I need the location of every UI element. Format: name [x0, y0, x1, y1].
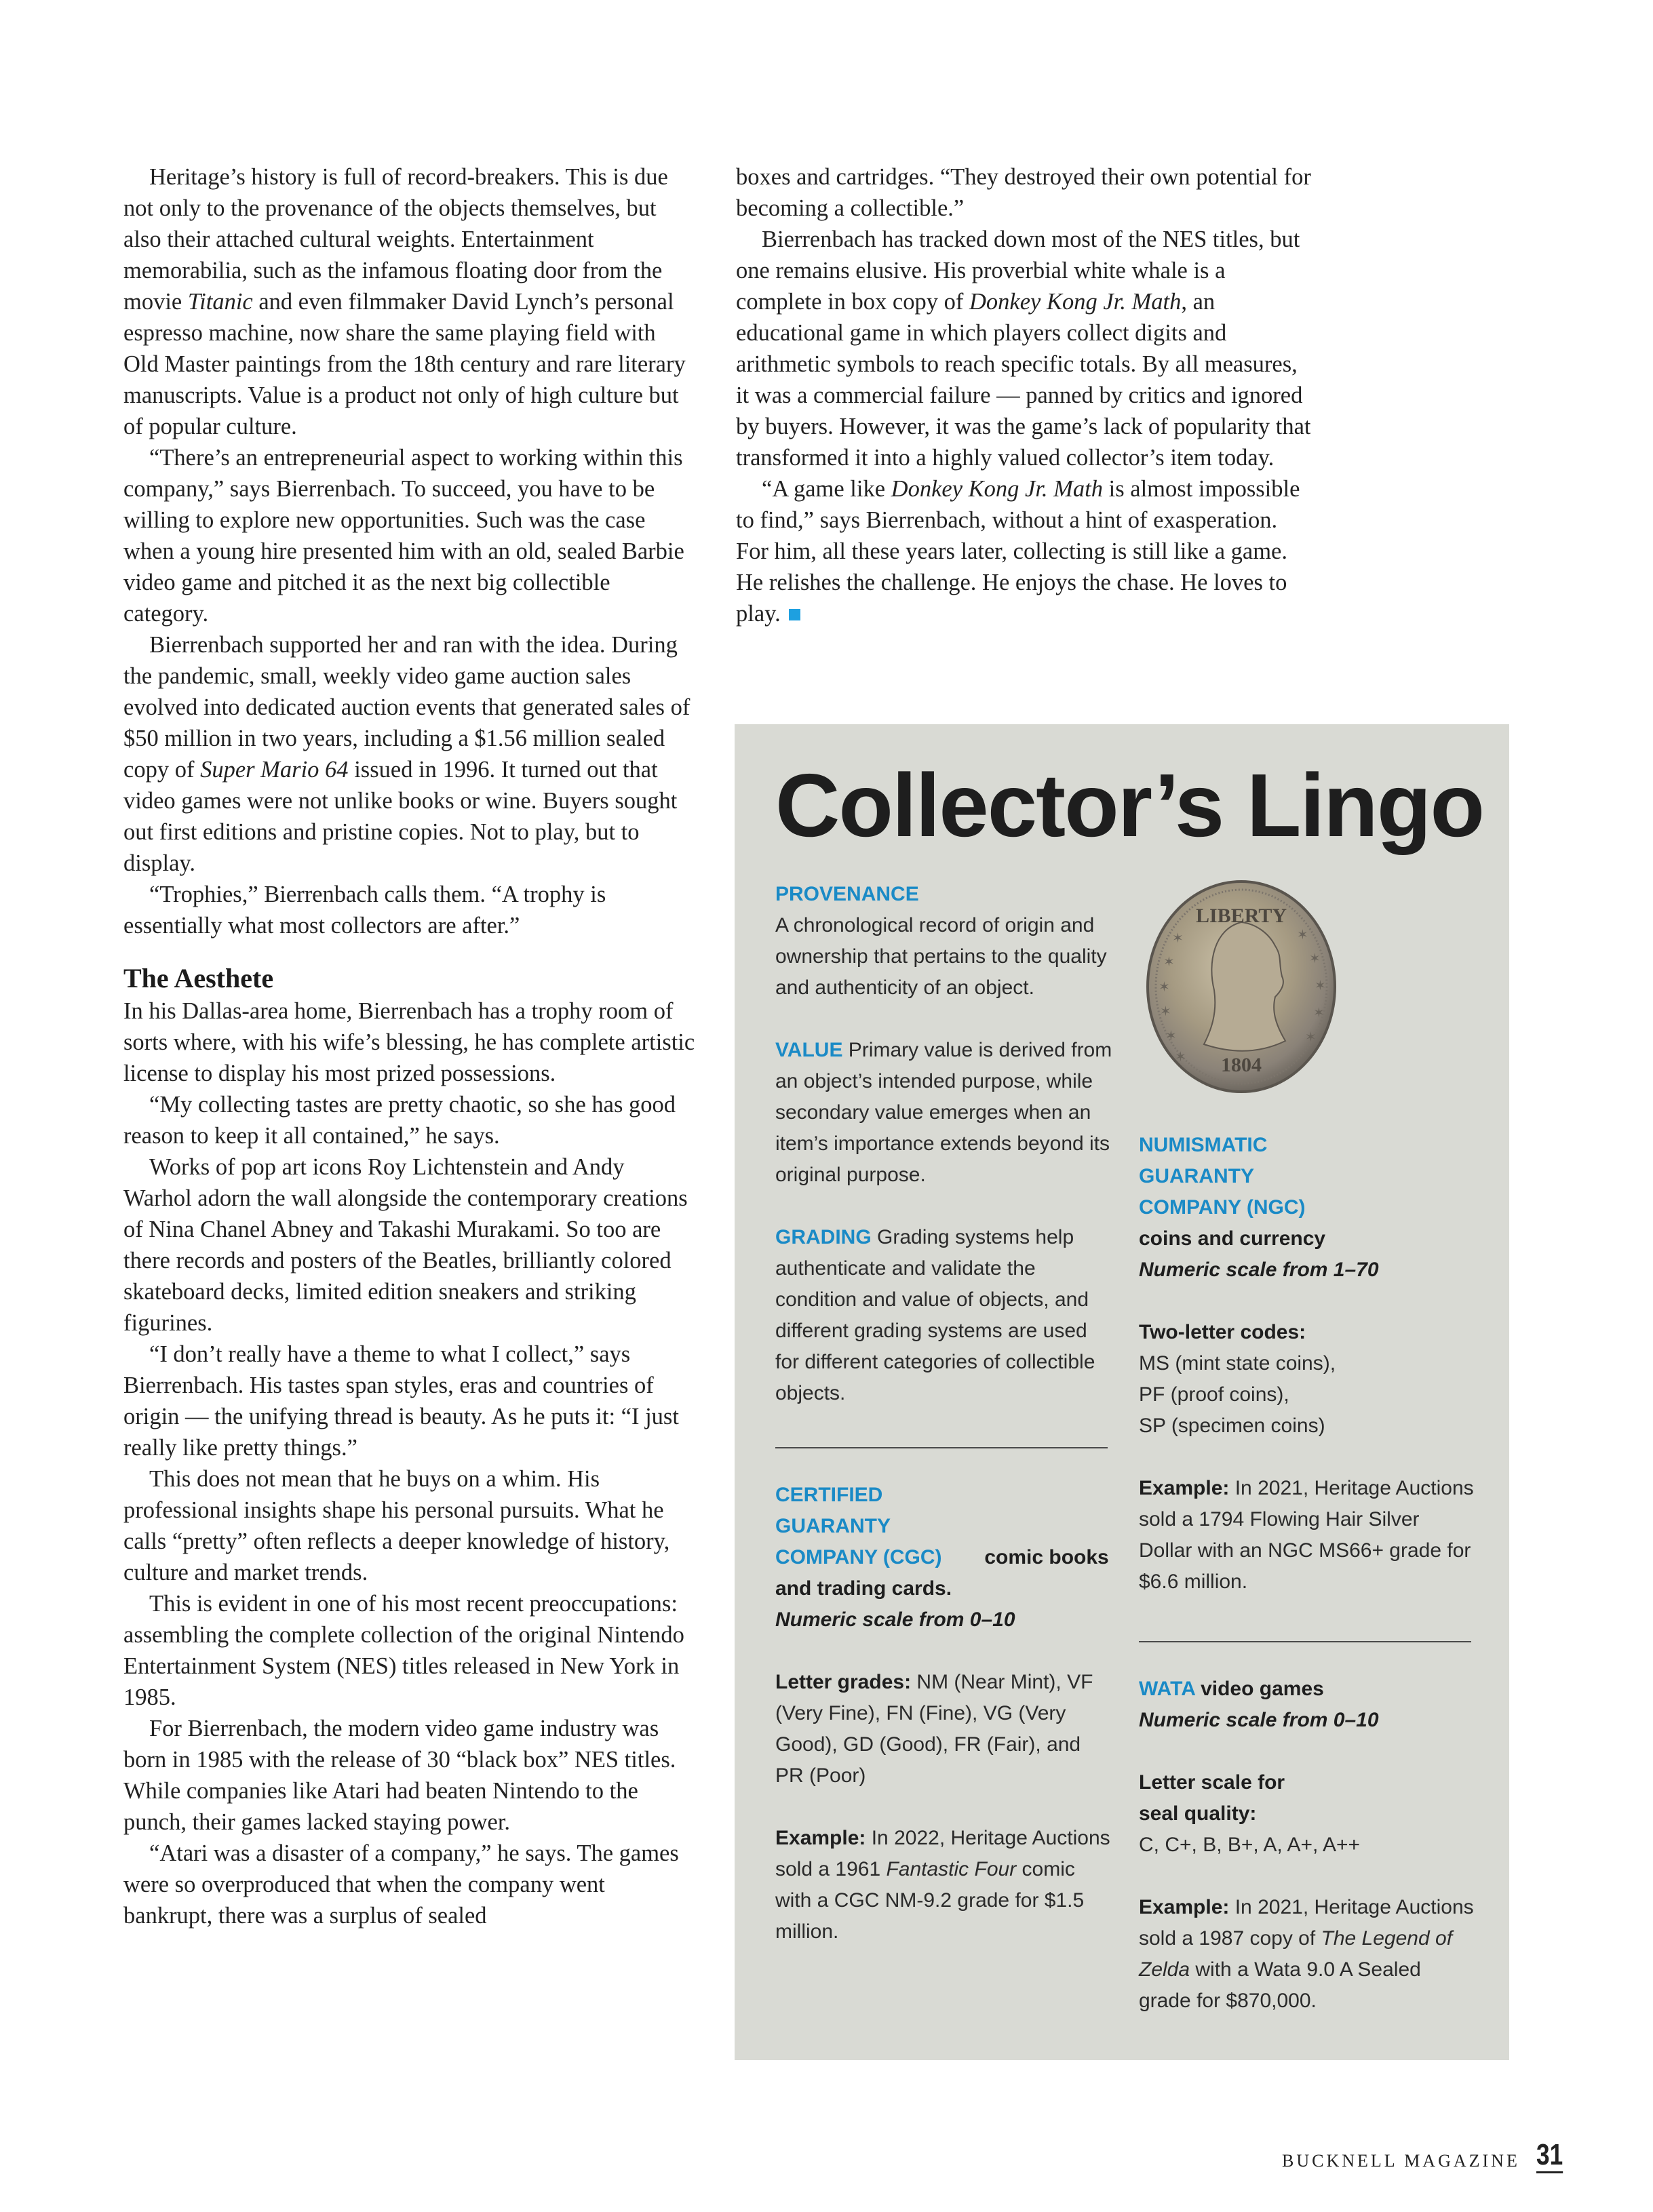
- coin-image: [1140, 875, 1343, 1099]
- svg-text:✶: ✶: [1165, 1027, 1177, 1044]
- article-paragraph: For Bierrenbach, the modern video game industry was born in 1985 with the release of 30 “black box” NES titles. While companies like Atari had beaten Nintendo to the punch, their games lacked staying power.: [123, 1716, 676, 1835]
- article-right-column: [736, 161, 1312, 629]
- svg-text:✶: ✶: [1315, 977, 1326, 993]
- cgc-example: Example: In 2022, Heritage Auctions sold a 1961 Fantastic Four comic with a CGC NM-9.2 grade for $1.5 million.: [775, 1827, 1110, 1943]
- glossary-definition: A chronological record of origin and ownership that pertains to the quality and authenticity of an object.: [775, 914, 1107, 999]
- sidebar-right-column: [1139, 1130, 1478, 2048]
- wata-letter-scale: Letter scale for seal quality: C, C+, B, B+, A, A+, A++: [1139, 1771, 1361, 1856]
- glossary-term: NUMISMATIC GUARANTY COMPANY (NGC): [1139, 1134, 1306, 1219]
- glossary-entry-cgc: [775, 1480, 1114, 1636]
- sidebar-title: Collector’s Lingo: [775, 755, 1484, 855]
- glossary-entry-ngc: [1139, 1130, 1478, 1286]
- article-paragraph: “Atari was a disaster of a company,” he says. The games were so overproduced that when the company went bankrupt, there was a surplus of sealed: [123, 1840, 679, 1929]
- cgc-letter-grades: Letter grades: NM (Near Mint), VF (Very Fine), FN (Fine), VG (Very Good), GD (Good), FR (Fair), and PR (Poor): [775, 1671, 1093, 1787]
- article-paragraph: This is evident in one of his most recent preoccupations: assembling the complete collection of the original Nintendo Entertainment System (NES) titles released in New York in 1985.: [123, 1591, 684, 1710]
- glossary-definition: Grading systems help authenticate and validate the condition and value of objects, and different grading systems are used for different categories of collectible objects.: [775, 1226, 1095, 1404]
- article-paragraph: This does not mean that he buys on a whim. His professional insights shape his personal pursuits. What he calls “pretty” often reflects a deeper knowledge of history, culture and market trends.: [123, 1466, 670, 1585]
- end-of-article-mark-icon: [789, 609, 800, 620]
- article-paragraph: Works of pop art icons Roy Lichtenstein and Andy Warhol adorn the wall alongside the contemporary creations of Nina Chanel Abney and Takashi Murakami. So too are there records and posters of the Beatles, brilliantly colored skateboard decks, limited edition sneakers and striking figurines.: [123, 1154, 688, 1336]
- svg-text:✶: ✶: [1175, 1048, 1186, 1065]
- page-number: 31: [1536, 2139, 1563, 2173]
- article-paragraph: Bierrenbach has tracked down most of the NES titles, but one remains elusive. His proverbial white whale is a complete in box copy of Donkey Kong Jr. Math, an educational game in which players collect digits and arithmetic symbols to reach specific totals. By all measures, it was a commercial failure — panned by critics and ignored by buyers. However, it was the game’s lack of popularity that transformed it into a highly valued collector’s item today.: [736, 226, 1311, 471]
- svg-text:✶: ✶: [1309, 950, 1321, 966]
- grading-scale: Numeric scale from 0–10: [775, 1608, 1015, 1631]
- grading-subject: coins and currency: [1139, 1227, 1326, 1250]
- glossary-entry-value: [775, 1035, 1114, 1191]
- ngc-example: Example: In 2021, Heritage Auctions sold a 1794 Flowing Hair Silver Dollar with an NGC MS66+ grade for $6.6 million.: [1139, 1477, 1474, 1593]
- glossary-term: CERTIFIED GUARANTY COMPANY (CGC): [775, 1484, 942, 1568]
- glossary-term: VALUE: [775, 1039, 843, 1061]
- article-paragraph: In his Dallas-area home, Bierrenbach has a trophy room of sorts where, with his wife’s blessing, he has complete artistic license to display his most prized possessions.: [123, 998, 695, 1086]
- grading-scale: Numeric scale from 1–70: [1139, 1259, 1379, 1281]
- grading-subject: video games: [1194, 1678, 1324, 1700]
- svg-text:✶: ✶: [1313, 1004, 1325, 1021]
- svg-text:✶: ✶: [1163, 953, 1175, 970]
- grading-scale: Numeric scale from 0–10: [1139, 1709, 1379, 1731]
- sidebar-left-column: [775, 879, 1114, 1979]
- svg-text:1804: 1804: [1221, 1054, 1262, 1076]
- article-paragraph: “A game like Donkey Kong Jr. Math is almost impossible to find,” says Bierrenbach, without a hint of exasperation. For him, all these years later, collecting is still like a game. He relishes the challenge. He enjoys the chase. He loves to play.: [736, 476, 1300, 627]
- article-paragraph: Bierrenbach supported her and ran with the idea. During the pandemic, small, weekly video game auction sales evolved into dedicated auction events that generated sales of $50 million in two years, including a $1.56 million sealed copy of Super Mario 64 issued in 1996. It turned out that video games were not unlike books or wine. Buyers sought out first editions and pristine copies. Not to play, but to display.: [123, 632, 691, 876]
- glossary-term: PROVENANCE: [775, 883, 919, 905]
- article-paragraph: Heritage’s history is full of record-breakers. This is due not only to the provenance of the objects themselves, but also their attached cultural weights. Entertainment memorabilia, such as the infamous floating door from the movie Titanic and even filmmaker David Lynch’s personal espresso machine, now share the same playing field with Old Master paintings from the 18th century and rare literary manuscripts. Value is a product not only of high culture but of popular culture.: [123, 164, 686, 439]
- divider: [775, 1447, 1108, 1448]
- glossary-entry-provenance: [775, 879, 1114, 1004]
- article-left-column: [123, 161, 697, 1931]
- section-subheading: The Aesthete: [123, 963, 274, 993]
- glossary-definition: Primary value is derived from an object’s intended purpose, while secondary value emerges when an item’s importance extends beyond its original purpose.: [775, 1039, 1112, 1186]
- glossary-term: GRADING: [775, 1226, 872, 1248]
- svg-text:LIBERTY: LIBERTY: [1196, 905, 1287, 927]
- svg-text:✶: ✶: [1297, 926, 1308, 943]
- svg-text:✶: ✶: [1305, 1029, 1317, 1045]
- wata-example: Example: In 2021, Heritage Auctions sold a 1987 copy of The Legend of Zelda with a Wata 9.0 A Sealed grade for $870,000.: [1139, 1896, 1474, 2012]
- article-paragraph: “I don’t really have a theme to what I collect,” says Bierrenbach. His tastes span styles, eras and countries of origin — the unifying thread is beauty. As he puts it: “I just really like pretty things.”: [123, 1341, 679, 1461]
- ngc-codes: Two-letter codes: MS (mint state coins), PF (proof coins), SP (specimen coins): [1139, 1321, 1336, 1437]
- article-paragraph: “My collecting tastes are pretty chaotic, so she has good reason to keep it all contained,” he says.: [123, 1092, 676, 1149]
- collectors-lingo-sidebar: [735, 724, 1509, 2060]
- publication-name: BUCKNELL MAGAZINE: [1282, 2151, 1520, 2171]
- svg-text:✶: ✶: [1172, 930, 1184, 946]
- divider: [1139, 1641, 1471, 1642]
- glossary-entry-wata: [1139, 1674, 1478, 1736]
- glossary-term: WATA: [1139, 1678, 1195, 1700]
- grading-subject: comic books and trading cards.: [775, 1546, 1109, 1600]
- article-paragraph: boxes and cartridges. “They destroyed their own potential for becoming a collectible.”: [736, 164, 1311, 221]
- article-paragraph: “There’s an entrepreneurial aspect to working within this company,” says Bierrenbach. To succeed, you have to be willing to explore new opportunities. Such was the case when a young hire presented him with an old, sealed Barbie video game and pitched it as the next big collectible category.: [123, 445, 684, 627]
- glossary-entry-grading: [775, 1222, 1114, 1409]
- svg-text:✶: ✶: [1160, 1003, 1171, 1019]
- svg-text:✶: ✶: [1159, 979, 1170, 995]
- article-paragraph: “Trophies,” Bierrenbach calls them. “A trophy is essentially what most collectors are after.”: [123, 882, 606, 939]
